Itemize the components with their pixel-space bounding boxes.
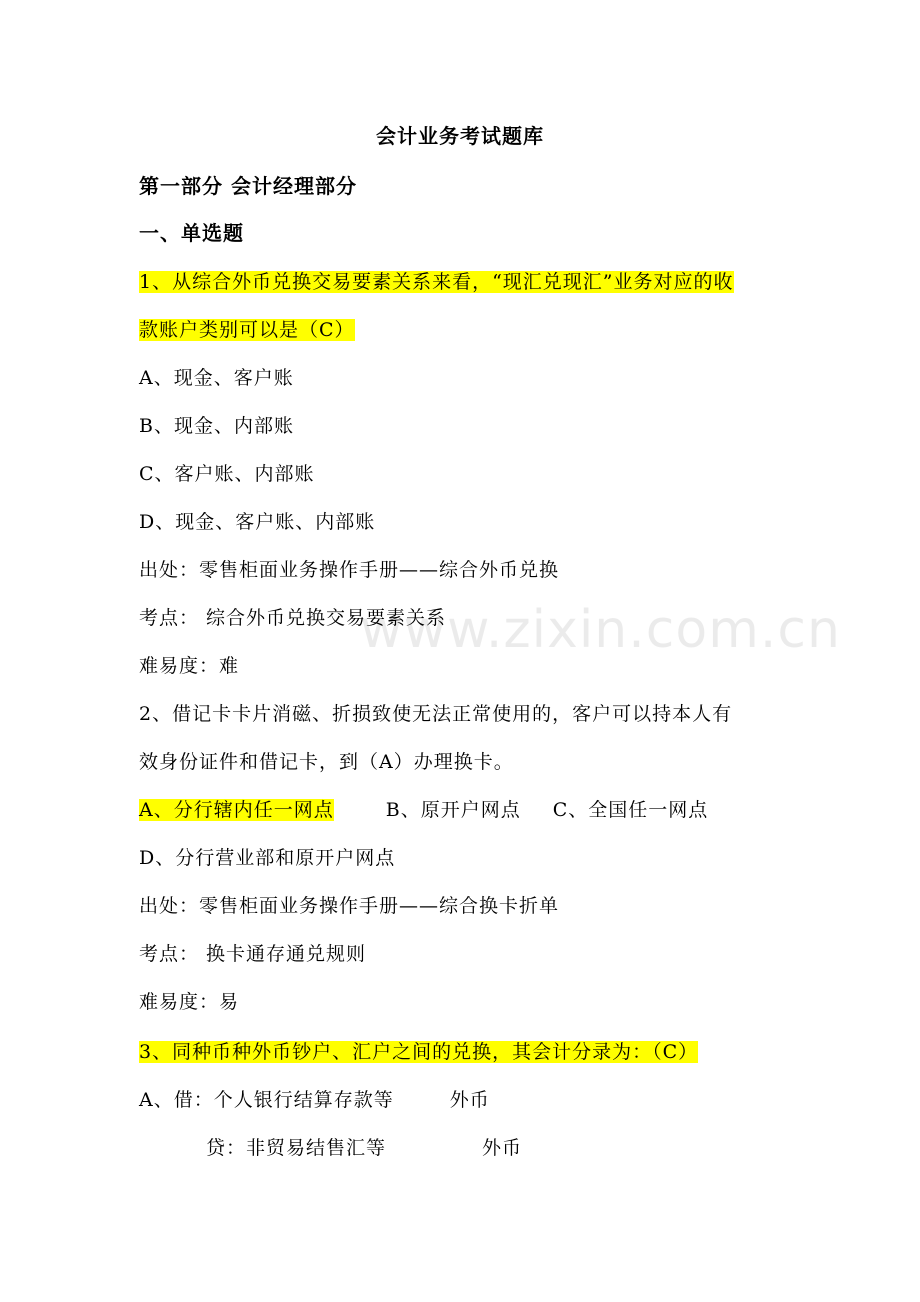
q3-debit-amount: 外币 <box>449 1089 490 1111</box>
q1-option-d: D、现金、客户账、内部账 <box>139 511 376 533</box>
q2-source: 出处：零售柜面业务操作手册——综合换卡折单 <box>139 895 560 917</box>
q1-difficulty: 难易度：难 <box>139 655 240 677</box>
q1-stem-line1-text: 1、从综合外币兑换交易要素关系来看，“现汇兑现汇”业务对应的收 <box>139 271 734 293</box>
q1-stem-line2 <box>139 316 355 344</box>
q2-stem-line2: 效身份证件和借记卡，到（A）办理换卡。 <box>139 751 514 773</box>
q2-difficulty: 难易度：易 <box>139 991 240 1013</box>
q1-option-a: A、现金、客户账 <box>139 367 294 389</box>
section-heading: 一、单选题 <box>139 221 244 245</box>
q1-stem-line2-text: 款账户类别可以是（C） <box>139 319 355 341</box>
q2-point: 考点： 换卡通存通兑规则 <box>139 943 367 965</box>
part-heading: 第一部分 会计经理部分 <box>139 174 357 198</box>
q3-debit-label: A、借：个人银行结算存款等 <box>139 1089 394 1111</box>
q1-point: 考点： 综合外币兑换交易要素关系 <box>139 607 447 629</box>
q2-option-c: C、全国任一网点 <box>552 799 709 821</box>
document-title: 会计业务考试题库 <box>376 124 544 148</box>
q3-stem-text: 3、同种币种外币钞户、汇户之间的兑换，其会计分录为：（C） <box>139 1041 699 1063</box>
q3-credit-label: 贷：非贸易结售汇等 <box>206 1137 387 1159</box>
q1-option-b: B、现金、内部账 <box>139 415 294 437</box>
watermark: www.zixin.com.cn <box>360 600 841 660</box>
q1-source: 出处：零售柜面业务操作手册——综合外币兑换 <box>139 559 560 581</box>
q1-option-c: C、客户账、内部账 <box>139 463 315 485</box>
q2-options-row <box>139 796 708 824</box>
q2-option-a: A、分行辖内任一网点 <box>139 799 334 821</box>
q2-option-b: B、原开户网点 <box>385 799 521 821</box>
q2-stem-line1: 2、借记卡卡片消磁、折损致使无法正常使用的，客户可以持本人有 <box>139 703 733 725</box>
q3-credit-amount: 外币 <box>482 1137 523 1159</box>
q3-stem <box>139 1038 698 1066</box>
q3-option-a-credit <box>206 1134 522 1162</box>
q2-option-d: D、分行营业部和原开户网点 <box>139 847 396 869</box>
q1-stem-line1 <box>139 268 734 296</box>
q3-option-a-debit <box>139 1086 490 1114</box>
